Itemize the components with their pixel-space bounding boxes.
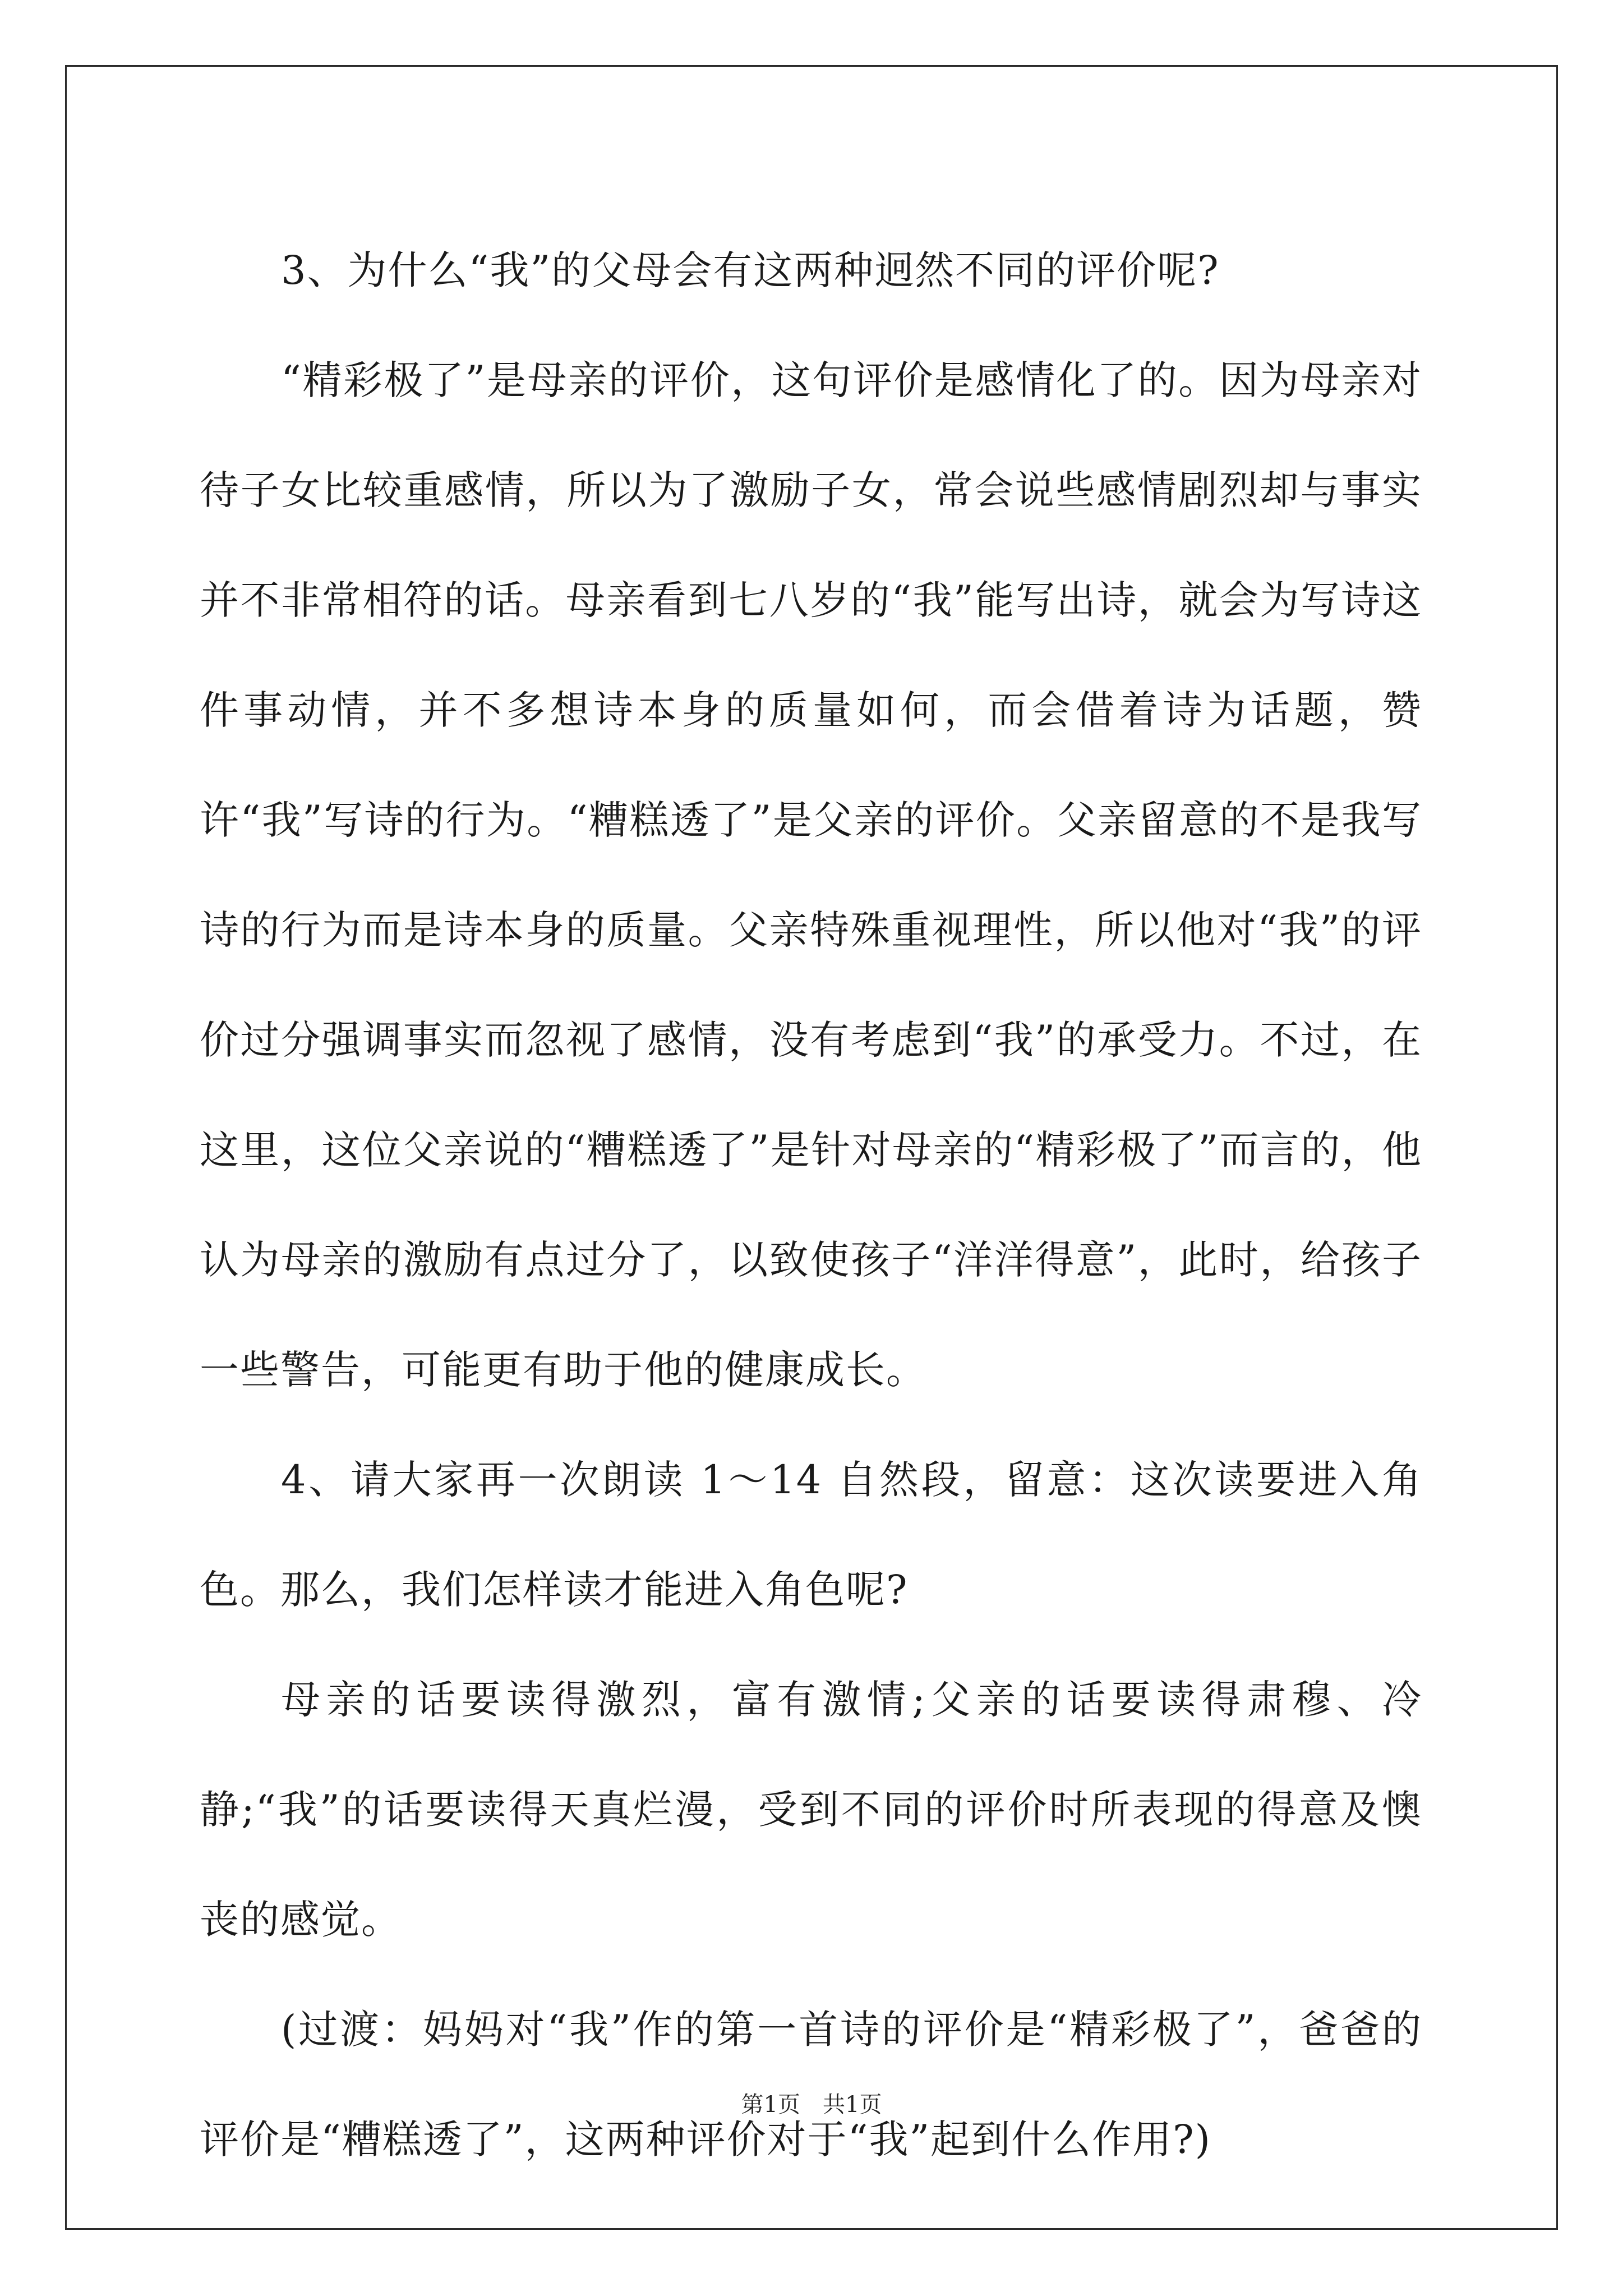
document-body: [200, 215, 1422, 2194]
paragraph-question-3: 3、为什么“我”的父母会有这两种迥然不同的评价呢?: [281, 247, 1220, 293]
page-footer: [0, 2088, 1623, 2122]
paragraph-answer-3: “精彩极了”是母亲的评价，这句评价是感情化了的。因为母亲对待子女比较重感情，所以为了激励子女，常会说些感情剧烈却与事实并不非常相符的话。母亲看到七八岁的“我”能写出诗，就会为写诗这件事动情，并不多想诗本身的质量如何，而会借着诗为话题，赞许“我”写诗的行为。“糟糕透了”是父亲的评价。父亲留意的不是我写诗的行为而是诗本身的质量。父亲特殊重视理性，所以他对“我”的评价过分强调事实而忽视了感情，没有考虑到“我”的承受力。不过，在这里，这位父亲说的“糟糕透了”是针对母亲的“精彩极了”而言的，他认为母亲的激励有点过分了，以致使孩子“洋洋得意”，此时，给孩子一些警告，可能更有助于他的健康成长。: [200, 357, 1422, 1393]
page-number-total: 共1页: [823, 2092, 882, 2118]
page-number-current: 第1页: [741, 2092, 800, 2118]
paragraph-answer-4: 母亲的话要读得激烈，富有激情;父亲的话要读得肃穆、冷静;“我”的话要读得天真烂漫，受到不同的评价时所表现的得意及懊丧的感觉。: [200, 1677, 1422, 1943]
paragraph-question-4: 4、请大家再一次朗读 1～14 自然段，留意：这次读要进入角色。那么，我们怎样读才能进入角色呢?: [200, 1457, 1422, 1613]
paragraph-transition: (过渡：妈妈对“我”作的第一首诗的评价是“精彩极了”，爸爸的评价是“糟糕透了”，这两种评价对于“我”起到什么作用?): [200, 2007, 1422, 2162]
